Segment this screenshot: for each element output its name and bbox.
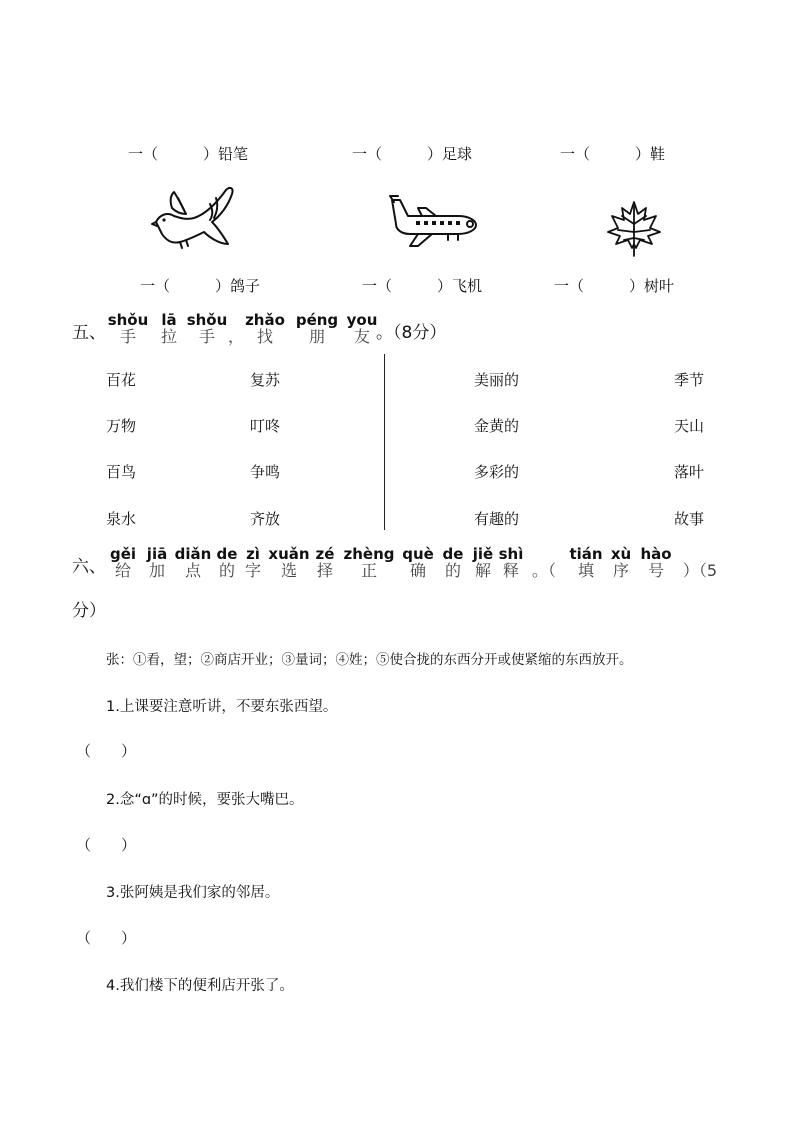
right-word-3: 多彩的	[474, 463, 520, 481]
s5-ruby-4: zhǎo 找	[245, 311, 285, 346]
s5-ruby-3: shǒu 手	[186, 311, 228, 346]
left-word-4: 泉水	[106, 510, 137, 528]
s5-ruby-1: shǒu 手	[107, 311, 149, 346]
s6-ruby-9: què 确	[402, 545, 434, 580]
left-word-3: 百鸟	[106, 463, 137, 481]
s6-ruby-2: jiā 加	[146, 545, 168, 580]
answer-blank-3[interactable]: （ ）	[76, 929, 137, 947]
blank-dove: 一（ ）鸽子	[140, 277, 261, 295]
left-match-1: 复苏	[250, 371, 281, 389]
left-word-1: 百花	[106, 371, 137, 389]
s6-ruby-8: zhèng 正	[343, 545, 395, 580]
section5-score: 。（8分）	[376, 323, 447, 343]
left-match-2: 叮咚	[250, 417, 281, 435]
definition-line: 张：①看，望；②商店开业；③量词；④姓；⑤使合拢的东西分开或使紧缩的东西放开。	[106, 652, 633, 668]
s5-ruby-6: you 友	[346, 311, 378, 346]
s6-ruby-11: jiě 解	[472, 545, 494, 580]
s5-ruby-5: péng 朋	[295, 311, 339, 346]
s6-ruby-score: ）（5	[682, 561, 718, 580]
left-word-2: 万物	[106, 417, 137, 435]
section5-number: 五、	[72, 323, 106, 343]
s6-ruby-10: de 的	[442, 545, 464, 580]
s5-ruby-2: lā 拉	[160, 311, 177, 346]
right-word-1: 美丽的	[474, 371, 520, 389]
section6-score-line2: 分）	[72, 601, 106, 621]
right-word-4: 有趣的	[474, 510, 520, 528]
s6-ruby-5: zì 字	[244, 545, 261, 580]
right-match-3: 落叶	[674, 463, 705, 481]
blank-leaf: 一（ ）树叶	[554, 277, 675, 295]
s6-ruby-15: hào 号	[640, 545, 672, 580]
question-2: 2.念“ɑ”的时候，要张大嘴巴。	[106, 792, 304, 808]
s6-ruby-punct: 。（	[531, 561, 556, 580]
s6-ruby-1: gěi 给	[109, 545, 137, 580]
dove-icon	[150, 184, 240, 252]
question-1: 1.上课要注意听讲，不要东张西望。	[106, 699, 338, 715]
blank-shoe: 一（ ）鞋	[560, 145, 666, 163]
column-divider	[384, 354, 385, 530]
question-4: 4.我们楼下的便利店开张了。	[106, 978, 294, 994]
right-match-2: 天山	[674, 417, 705, 435]
blank-football: 一（ ）足球	[352, 145, 473, 163]
answer-blank-2[interactable]: （ ）	[76, 836, 137, 854]
s6-ruby-6: xuǎn 选	[268, 545, 310, 580]
section6-number: 六、	[72, 557, 106, 577]
airplane-icon	[388, 192, 480, 248]
left-match-3: 争鸣	[250, 463, 281, 481]
s6-ruby-7: zé 择	[315, 545, 335, 580]
left-match-4: 齐放	[250, 510, 281, 528]
s6-ruby-3: diǎn 点	[174, 545, 212, 580]
s6-ruby-13: tián 填	[569, 545, 603, 580]
right-match-4: 故事	[674, 510, 705, 528]
leaf-icon	[606, 200, 662, 258]
s6-ruby-4: de 的	[216, 545, 238, 580]
blank-airplane: 一（ ）飞机	[362, 277, 483, 295]
right-match-1: 季节	[674, 371, 705, 389]
answer-blank-1[interactable]: （ ）	[76, 742, 137, 760]
s6-ruby-12: shì 释	[498, 545, 524, 580]
right-word-2: 金黄的	[474, 417, 520, 435]
s5-ruby-comma: ，	[228, 327, 245, 346]
blank-pencil: 一（ ）铅笔	[128, 145, 249, 163]
s6-ruby-14: xù 序	[610, 545, 632, 580]
question-3: 3.张阿姨是我们家的邻居。	[106, 885, 280, 901]
